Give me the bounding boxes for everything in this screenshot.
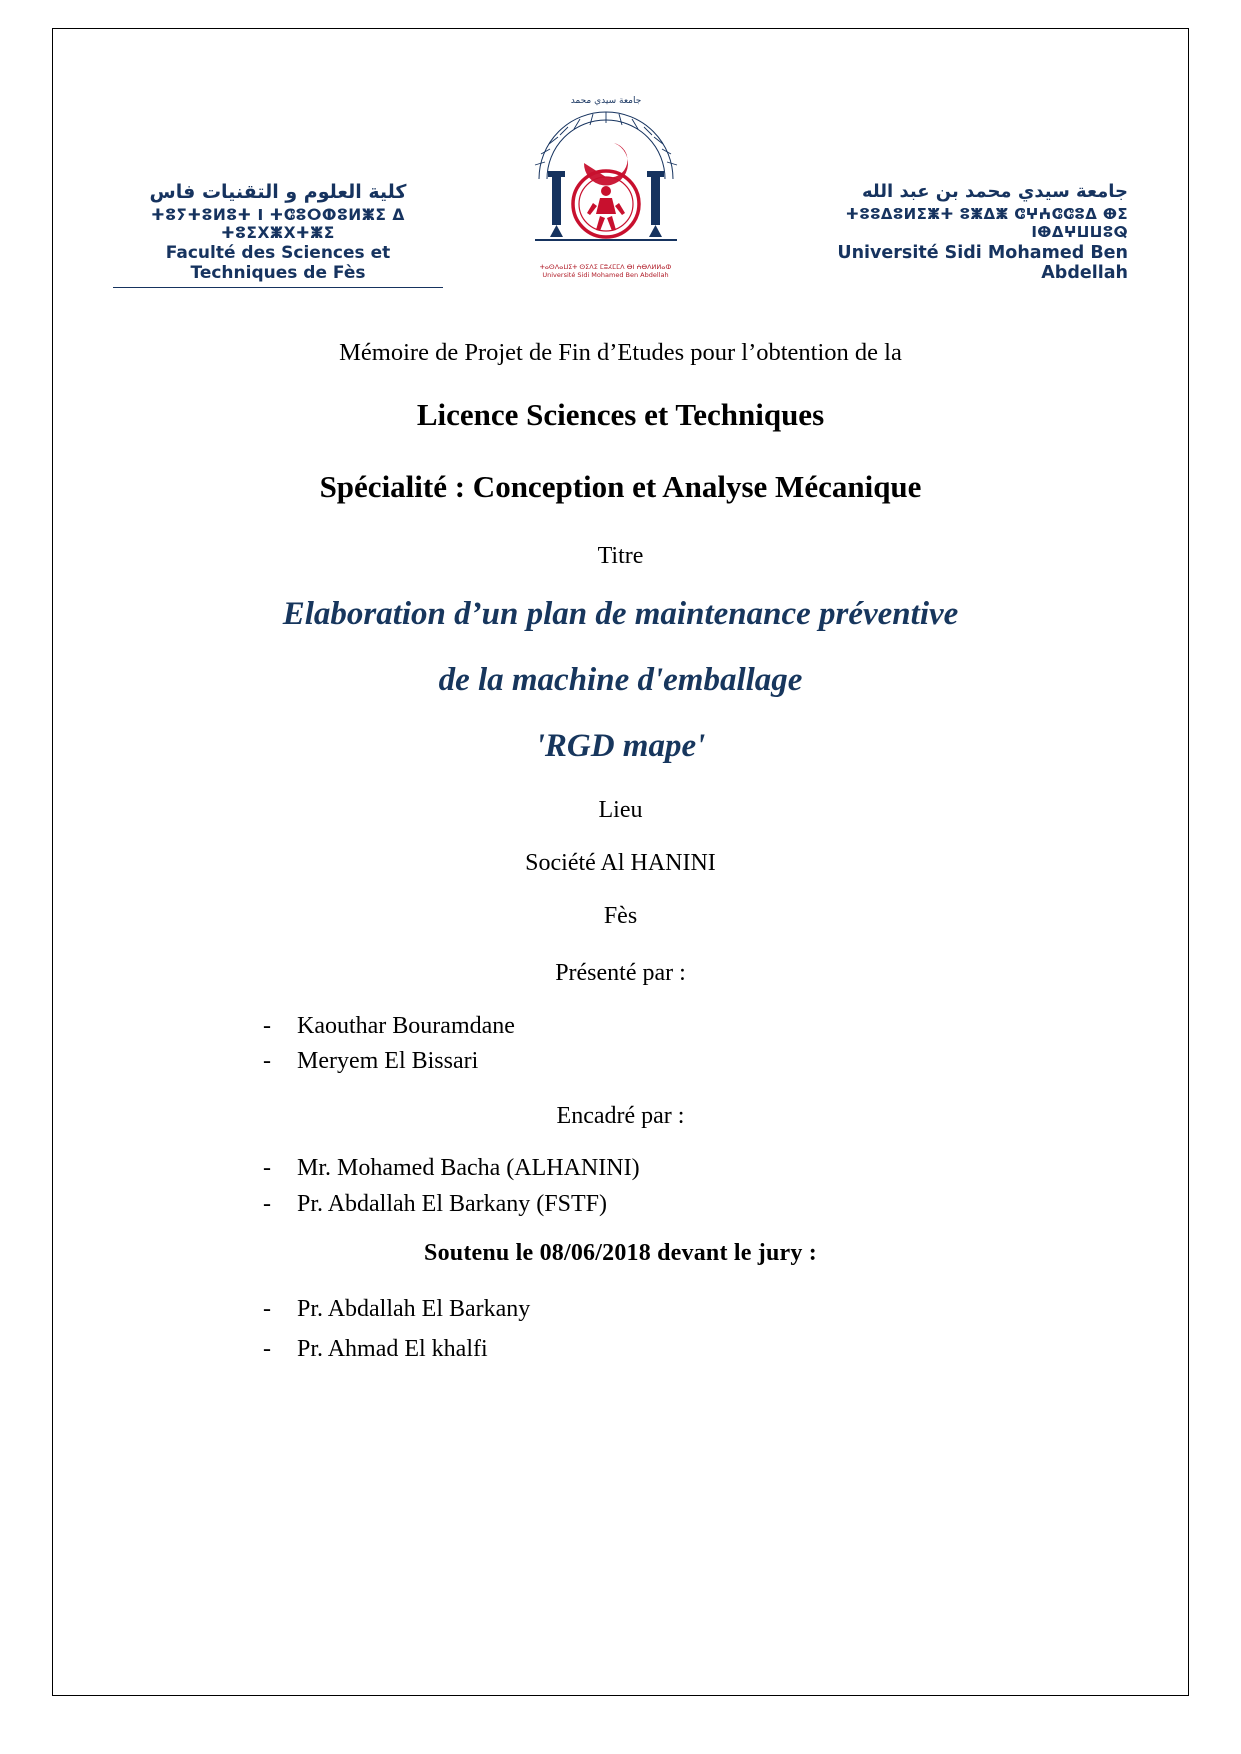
document-header [93, 57, 1148, 283]
project-title-line-3: 'RGD mape' [535, 728, 706, 764]
project-title-line-1: Elaboration d’un plan de maintenance préventive [282, 596, 959, 632]
logo-caption-tifinagh: ⵜⴰⵙⴷⴰⵡⵉⵜ ⵙⵉⴷⵉ ⵎⵓⵃⵎⵎⴷ ⴱⵏ ⵄⴱⴷⵍⵍⴰⵀ [539, 263, 672, 271]
location-company: Société Al HANINI [525, 850, 716, 876]
intro-line: Mémoire de Projet de Fin d’Etudes pour l’obtention de la [339, 339, 902, 366]
title-label: Titre [597, 543, 644, 569]
list-item: - Pr. Abdallah El Barkany (FSTF) [263, 1186, 1148, 1222]
faculty-identity-block [113, 71, 443, 288]
supervised-by-label: Encadré par : [556, 1102, 685, 1129]
project-title [93, 598, 1148, 763]
authors-list [93, 1009, 1148, 1079]
university-name-tifinagh: ⵜⵓⵓⵠⵓⵍⵉⵥⵜ ⵓⵥⵠⵥ ⵛⵖⵄⵛⵛⵓⵠ ⴲⵉ ⵏⴲⵠⵖⵡⵡⵓⵕ [845, 205, 1128, 241]
faculty-name-arabic: كلية العلوم و التقنيات فاس [149, 181, 407, 203]
speciality-title: Spécialité : Conception et Analyse Mécanique [319, 469, 922, 504]
university-identity-block [768, 71, 1128, 283]
university-name-french: Université Sidi Mohamed Ben Abdellah [837, 243, 1128, 283]
cover-page [53, 29, 1188, 1695]
presented-by-label: Présenté par : [555, 960, 686, 986]
logo-caption [540, 263, 672, 279]
university-seal-icon [517, 71, 695, 261]
location-label: Lieu [598, 797, 643, 823]
jury-list [93, 1289, 1148, 1371]
location-city: Fès [603, 903, 638, 929]
faculty-name-tifinagh: ⵜⵓⵢⵜⵓⵍⵓⵜ Ⅰ ⵜⵛⵓⵔⵀⵓⵍⵥⵉ ⵠ ⵜⵓⵉⵝⵥⵝⵜⵥⵉ [151, 205, 405, 242]
degree-title: Licence Sciences et Techniques [416, 397, 825, 432]
list-item: - Pr. Ahmad El khalfi [263, 1329, 1148, 1370]
defense-date-line: Soutenu le 08/06/2018 devant le jury : [424, 1239, 817, 1266]
svg-text:جامعة سيدي محمد: جامعة سيدي محمد [570, 96, 641, 106]
list-item: - Pr. Abdallah El Barkany [263, 1289, 1148, 1330]
list-item: - Kaouthar Bouramdane [263, 1009, 1148, 1044]
university-name-arabic: جامعة سيدي محمد بن عبد الله [861, 181, 1128, 202]
university-logo-block [511, 71, 701, 279]
faculty-divider [113, 287, 443, 288]
supervisors-list [93, 1150, 1148, 1222]
list-item: - Mr. Mohamed Bacha (ALHANINI) [263, 1150, 1148, 1186]
list-item: - Meryem El Bissari [263, 1044, 1148, 1079]
logo-caption-french: Université Sidi Mohamed Ben Abdellah [542, 271, 669, 280]
project-title-line-2: de la machine d'emballage [438, 662, 803, 698]
faculty-name-french: Faculté des Sciences et Techniques de Fès [165, 242, 391, 283]
